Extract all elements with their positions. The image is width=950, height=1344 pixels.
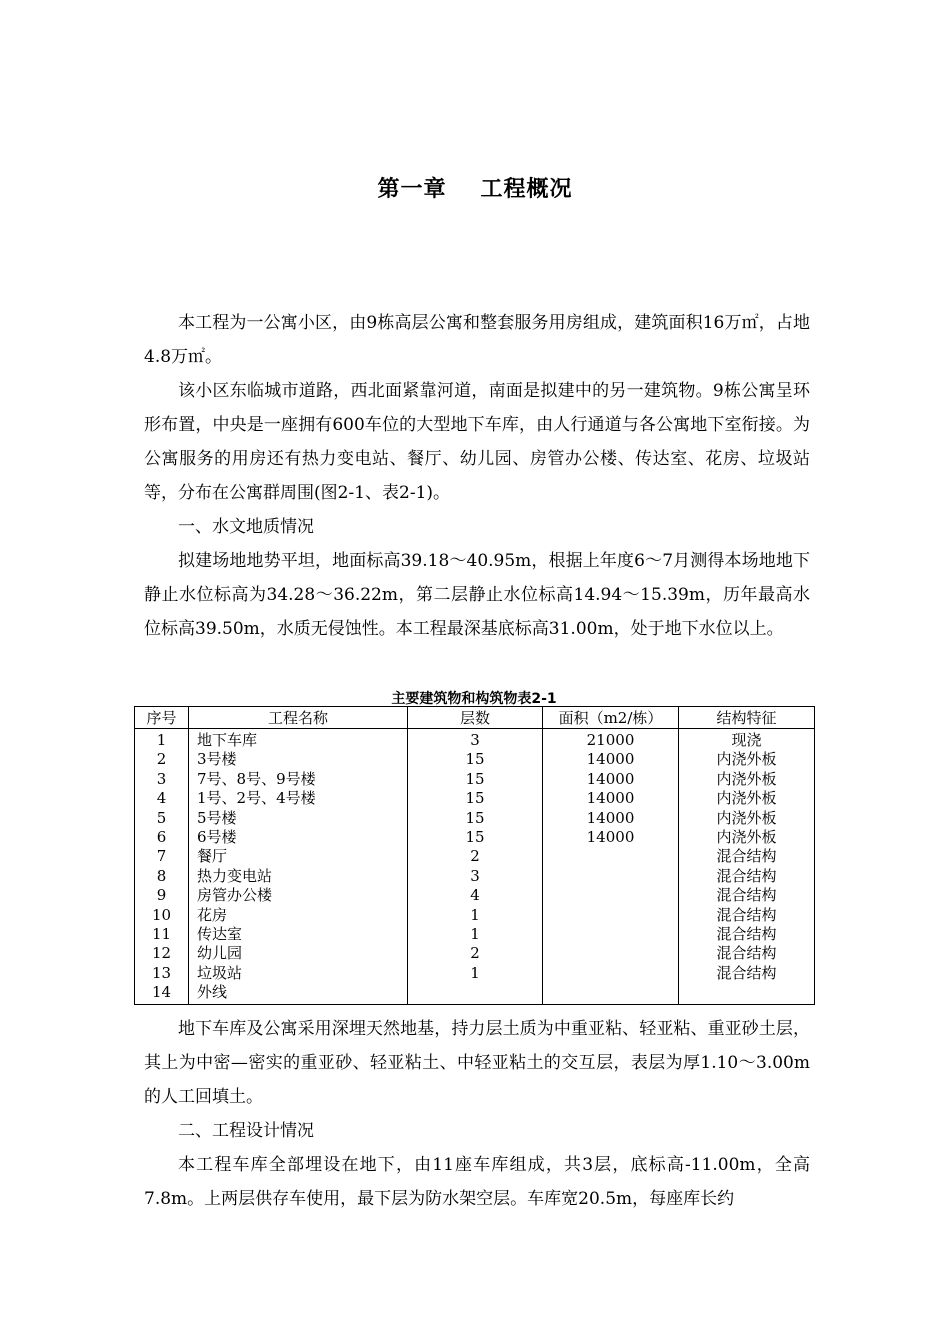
row-no: 2 — [156, 750, 167, 769]
row-area: 14000 — [586, 750, 635, 769]
row-no: 10 — [151, 905, 172, 924]
row-structure: 混合结构 — [716, 886, 777, 905]
row-area — [543, 925, 678, 944]
row-no: 12 — [151, 944, 172, 963]
row-area — [543, 906, 678, 925]
table-header-row — [135, 707, 815, 729]
paragraph: 该小区东临城市道路，西北面紧靠河道，南面是拟建中的另一建筑物。9栋公寓呈环形布置，中央是一座拥有600车位的大型地下车库，由人行通道与各公寓地下室衔接。为公寓服务的用房还有热力变电站、餐厅、幼儿园、房管办公楼、传达室、花房、垃圾站等，分布在公寓群周围(图2-1、表2-1)。 — [144, 381, 810, 503]
row-floors: 2 — [470, 944, 480, 963]
section-heading: 二、工程设计情况 — [178, 1121, 314, 1141]
column-area — [543, 729, 679, 1005]
row-name: 外线 — [197, 983, 228, 1002]
row-structure: 内浇外板 — [716, 750, 777, 769]
row-name: 热力变电站 — [197, 866, 273, 885]
row-no: 6 — [156, 827, 167, 846]
header-no: 序号 — [135, 707, 189, 729]
row-structure: 现浇 — [731, 731, 762, 749]
row-structure: 混合结构 — [716, 944, 777, 963]
paragraph: 拟建场地地势平坦，地面标高39.18～40.95m，根据上年度6～7月测得本场地地下静止水位标高为34.28～36.22m，第二层静止水位标高14.94～15.39m，历年最高水位标高39.50m，水质无侵蚀性。本工程最深基底标高31.00m，处于地下水位以上。 — [144, 551, 810, 639]
row-no: 4 — [156, 789, 167, 808]
row-structure: 混合结构 — [716, 847, 777, 866]
buildings-table — [134, 706, 815, 1005]
row-area — [543, 847, 678, 866]
row-no: 3 — [156, 769, 167, 788]
row-structure — [679, 983, 814, 1002]
row-name: 6号楼 — [197, 827, 237, 846]
row-name: 1号、2号、4号楼 — [197, 789, 316, 808]
row-area — [543, 944, 678, 963]
row-name: 5号楼 — [197, 808, 237, 827]
row-area: 14000 — [586, 827, 635, 846]
row-no: 11 — [151, 924, 172, 943]
row-area — [543, 964, 678, 983]
row-area: 14000 — [586, 789, 635, 808]
row-floors: 1 — [470, 905, 480, 924]
row-structure: 混合结构 — [716, 905, 777, 924]
row-floors: 4 — [470, 886, 480, 905]
row-floors: 15 — [465, 750, 485, 769]
row-name: 垃圾站 — [197, 963, 243, 982]
row-floors: 15 — [465, 769, 485, 788]
design-section — [144, 1012, 810, 1216]
header-name: 工程名称 — [189, 707, 408, 729]
header-floors: 层数 — [408, 707, 543, 729]
paragraph: 本工程为一公寓小区，由9栋高层公寓和整套服务用房组成，建筑面积16万㎡，占地4.8万㎡。 — [144, 313, 810, 367]
row-structure: 内浇外板 — [716, 789, 777, 808]
row-name: 花房 — [197, 905, 228, 924]
row-floors: 15 — [465, 808, 485, 827]
paragraph: 地下车库及公寓采用深埋天然地基，持力层土质为中重亚粘、轻亚粘、重亚砂土层，其上为中密—密实的重亚砂、轻亚粘土、中轻亚粘土的交互层，表层为厚1.10～3.00m的人工回填土。 — [144, 1019, 810, 1107]
row-structure: 内浇外板 — [716, 827, 777, 846]
row-floors: 15 — [465, 827, 485, 846]
row-area: 21000 — [586, 731, 635, 749]
row-structure: 混合结构 — [716, 924, 777, 943]
chapter-title — [0, 172, 950, 203]
header-area: 面积（m2/栋） — [543, 707, 679, 729]
row-floors: 2 — [470, 847, 480, 866]
row-area: 14000 — [586, 808, 635, 827]
row-floors: 15 — [465, 789, 485, 808]
row-area — [543, 886, 678, 905]
header-structure: 结构特征 — [679, 707, 815, 729]
table-body-row — [135, 729, 815, 1005]
row-floors — [408, 983, 542, 1002]
row-name: 地下车库 — [197, 731, 258, 749]
column-name — [189, 729, 408, 1005]
chapter-number: 第一章 — [377, 177, 447, 202]
row-no: 1 — [156, 731, 167, 749]
row-name: 3号楼 — [197, 750, 237, 769]
row-structure: 混合结构 — [716, 963, 777, 982]
row-structure: 内浇外板 — [716, 808, 777, 827]
row-floors: 3 — [470, 731, 480, 749]
row-name: 传达室 — [197, 924, 243, 943]
row-no: 7 — [156, 847, 167, 866]
row-no: 13 — [151, 963, 172, 982]
row-name: 7号、8号、9号楼 — [197, 769, 316, 788]
row-structure: 混合结构 — [716, 866, 777, 885]
table-caption: 主要建筑物和构筑物表2-1 — [391, 691, 557, 707]
row-no: 9 — [156, 886, 167, 905]
row-no: 14 — [151, 983, 172, 1002]
row-name: 幼儿园 — [197, 944, 243, 963]
row-area — [543, 983, 678, 1002]
section-heading: 一、水文地质情况 — [178, 517, 314, 537]
row-name: 房管办公楼 — [197, 886, 273, 905]
row-structure: 内浇外板 — [716, 769, 777, 788]
row-no: 5 — [156, 808, 167, 827]
column-no — [135, 729, 189, 1005]
row-floors: 3 — [470, 866, 480, 885]
row-floors: 1 — [470, 963, 480, 982]
row-floors: 1 — [470, 924, 480, 943]
column-floors — [408, 729, 543, 1005]
row-name: 餐厅 — [197, 847, 228, 866]
paragraph: 本工程车库全部埋设在地下，由11座车库组成，共3层，底标高-11.00m，全高7.8m。上两层供存车使用，最下层为防水架空层。车库宽20.5m，每座库长约 — [144, 1155, 810, 1209]
row-no: 8 — [156, 866, 167, 885]
chapter-name: 工程概况 — [480, 177, 573, 202]
column-structure — [679, 729, 815, 1005]
intro-section — [144, 306, 810, 646]
row-area — [543, 867, 678, 886]
row-area: 14000 — [586, 769, 635, 788]
